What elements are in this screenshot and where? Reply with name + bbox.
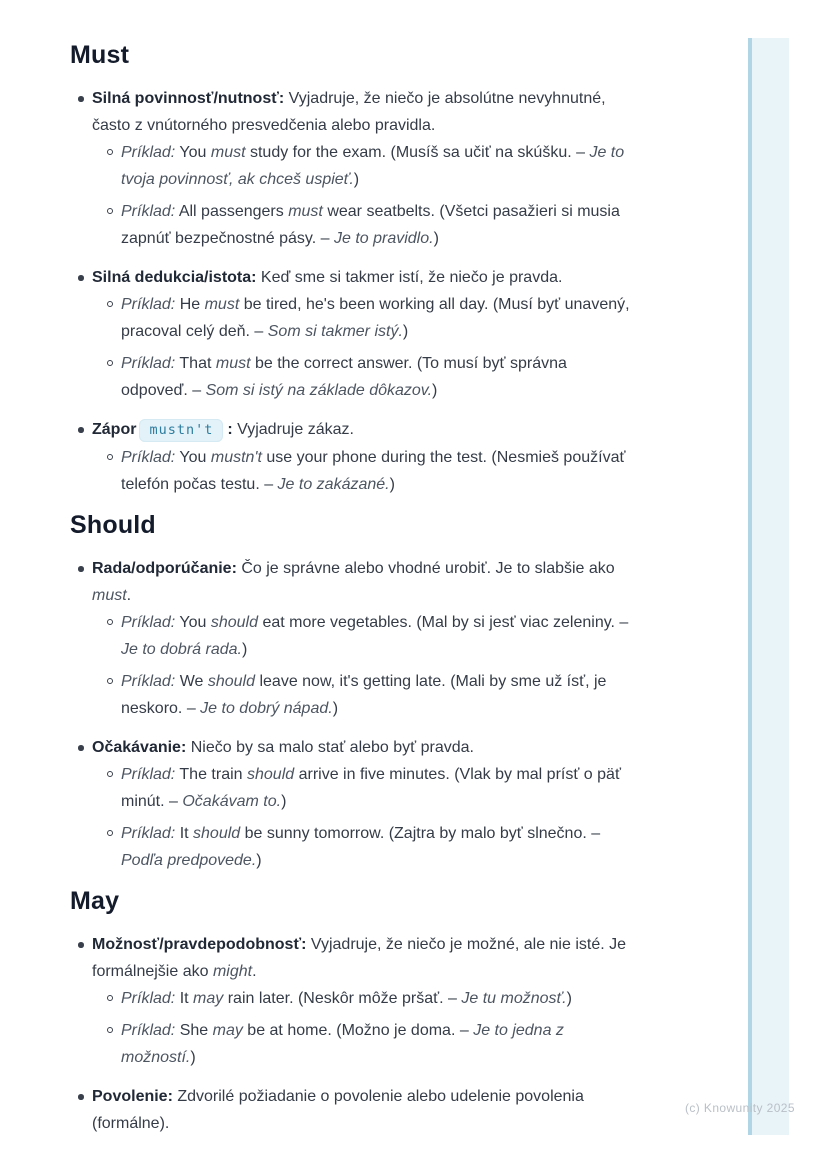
example-item: [92, 985, 632, 1012]
text-segment: Podľa predpovede.: [121, 852, 257, 869]
example-item: [92, 291, 632, 345]
text-segment: Príklad:: [121, 990, 176, 1007]
text-segment: Čo je správne alebo vhodné urobiť. Je to slabšie ako: [236, 560, 615, 577]
list-item: [70, 734, 632, 874]
text-segment: .: [126, 587, 132, 604]
text-segment: Zdvorilé požiadanie o povolenie alebo udelenie povolenia (formálne).: [92, 1088, 584, 1132]
text-segment: Príklad:: [121, 144, 176, 161]
text-segment: rain later. (Neskôr môže pršať. –: [223, 990, 462, 1007]
list-item: [70, 264, 632, 404]
text-segment: Niečo by sa malo stať alebo byť pravda.: [186, 739, 474, 756]
list-item: [70, 555, 632, 722]
text-segment: You: [175, 144, 211, 161]
text-segment: Príklad:: [121, 203, 176, 220]
list-item: [70, 931, 632, 1071]
text-segment: Je tu možnosť.: [461, 990, 567, 1007]
text-segment: Som si istý na základe dôkazov.: [205, 382, 433, 399]
bullet-list: [70, 85, 632, 498]
text-segment: must: [210, 144, 246, 161]
bullet-circle-icon: [107, 678, 113, 684]
example-item: [92, 609, 632, 663]
text-segment: ): [332, 700, 339, 717]
text-segment: Som si takmer istý.: [267, 323, 403, 340]
text-segment: should: [247, 766, 295, 783]
text-segment: be the correct answer. (To musí byť správna odpoveď. –: [121, 355, 567, 399]
text-segment: Vyjadruje, že niečo je absolútne nevyhnutné, často z vnútorného presvedčenia alebo pravidla.: [92, 90, 606, 134]
bullet-circle-icon: [107, 830, 113, 836]
example-item: [92, 350, 632, 404]
text-segment: Povolenie:: [92, 1088, 173, 1105]
example-item: [92, 761, 632, 815]
bullet-disc-icon: [78, 427, 84, 433]
text-segment: Je to jedna z možností.: [121, 1022, 564, 1066]
text-segment: ): [389, 476, 395, 493]
text-segment: ): [281, 793, 287, 810]
text-segment: Očakávam to.: [182, 793, 282, 810]
bullet-disc-icon: [78, 96, 84, 102]
text-segment: Silná dedukcia/istota:: [92, 269, 257, 286]
text-segment: Je to tvoja povinnosť, ak chceš uspieť.: [121, 144, 625, 188]
text-segment: eat more vegetables. (Mal by si jesť viac zeleniny. –: [258, 614, 629, 631]
text-segment: Príklad:: [121, 673, 176, 690]
text-segment: ): [433, 230, 439, 247]
bullet-list: [70, 555, 632, 874]
text-segment: ): [190, 1049, 196, 1066]
text-segment: Je to dobrá rada.: [121, 641, 242, 658]
text-segment: Očakávanie:: [92, 739, 187, 756]
bullet-circle-icon: [107, 1027, 113, 1033]
text-segment: Rada/odporúčanie:: [92, 560, 237, 577]
text-segment: ): [566, 990, 572, 1007]
text-segment: Zápor: [92, 421, 137, 438]
text-segment: Je to pravidlo.: [333, 230, 434, 247]
bullet-circle-icon: [107, 149, 113, 155]
text-segment: must: [204, 296, 240, 313]
text-segment: Príklad:: [121, 1022, 176, 1039]
text-segment: .: [252, 963, 257, 980]
example-list: [92, 444, 632, 498]
bullet-disc-icon: [78, 942, 84, 948]
bullet-circle-icon: [107, 208, 113, 214]
example-item: [92, 668, 632, 722]
bullet-circle-icon: [107, 301, 113, 307]
text-segment: ): [241, 641, 248, 658]
text-segment: The train: [175, 766, 247, 783]
text-segment: Príklad:: [121, 614, 176, 631]
text-segment: It: [175, 990, 194, 1007]
text-segment: ): [402, 323, 409, 340]
text-segment: be sunny tomorrow. (Zajtra by malo byť slnečno. –: [240, 825, 601, 842]
bullet-circle-icon: [107, 454, 113, 460]
text-segment: be tired, he's been working all day. (Musí byť unavený, pracoval celý deň. –: [121, 296, 630, 340]
watermark: (c) Knowunity 2025: [685, 1101, 795, 1115]
text-segment: ): [353, 171, 360, 188]
example-list: [92, 609, 632, 722]
bullet-circle-icon: [107, 771, 113, 777]
text-segment: He: [175, 296, 205, 313]
example-list: [92, 761, 632, 874]
text-segment: It: [175, 825, 194, 842]
text-segment: mustn't: [210, 449, 262, 466]
text-segment: must: [288, 203, 323, 220]
text-segment: may: [193, 990, 224, 1007]
example-item: [92, 139, 632, 193]
document-sections: [70, 40, 632, 1149]
text-segment: :: [227, 421, 233, 438]
text-segment: Možnosť/pravdepodobnosť:: [92, 936, 307, 953]
example-item: [92, 1017, 632, 1071]
text-segment: might: [212, 963, 253, 980]
text-segment: Je to zakázané.: [277, 476, 390, 493]
bullet-list: [70, 931, 632, 1137]
text-segment: use your phone during the test. (Nesmieš používať telefón počas testu. –: [121, 449, 626, 493]
list-item: [70, 85, 632, 252]
text-segment: You: [175, 449, 211, 466]
section-title: May: [70, 887, 120, 915]
text-segment: leave now, it's getting late. (Mali by sme už ísť, je neskoro. –: [121, 673, 607, 717]
example-list: [92, 985, 632, 1071]
inline-code-badge: mustn't: [139, 419, 223, 442]
bullet-disc-icon: [78, 566, 84, 572]
text-segment: arrive in five minutes. (Vlak by mal prísť o päť minút. –: [121, 766, 621, 810]
text-segment: Príklad:: [121, 296, 176, 313]
text-segment: should: [210, 614, 259, 631]
section-title: Must: [70, 41, 130, 69]
example-item: [92, 820, 632, 874]
text-segment: should: [193, 825, 241, 842]
text-segment: should: [207, 673, 256, 690]
list-item: [70, 1083, 632, 1137]
text-segment: must: [92, 587, 127, 604]
text-segment: Príklad:: [121, 766, 176, 783]
text-segment: be at home. (Možno je doma. –: [242, 1022, 474, 1039]
text-segment: She: [175, 1022, 213, 1039]
decorative-stripe: [748, 38, 789, 1135]
bullet-circle-icon: [107, 360, 113, 366]
text-segment: may: [212, 1022, 243, 1039]
text-segment: study for the exam. (Musíš sa učiť na skúšku. –: [245, 144, 590, 161]
text-segment: That: [175, 355, 216, 372]
text-segment: Keď sme si takmer istí, že niečo je pravda.: [256, 269, 563, 286]
bullet-circle-icon: [107, 619, 113, 625]
bullet-disc-icon: [78, 275, 84, 281]
text-segment: ): [432, 382, 438, 399]
text-segment: You: [175, 614, 211, 631]
section-title: Should: [70, 511, 156, 539]
text-segment: ): [256, 852, 262, 869]
example-list: [92, 139, 632, 252]
text-segment: Silná povinnosť/nutnosť:: [92, 90, 285, 107]
text-segment: wear seatbelts. (Všetci pasažieri si musia zapnúť bezpečnostné pásy. –: [121, 203, 620, 247]
example-item: [92, 198, 632, 252]
text-segment: Príklad:: [121, 355, 176, 372]
text-segment: We: [175, 673, 208, 690]
example-item: [92, 444, 632, 498]
text-segment: All passengers: [175, 203, 289, 220]
bullet-disc-icon: [78, 1094, 84, 1100]
text-segment: Príklad:: [121, 449, 176, 466]
text-segment: must: [215, 355, 251, 372]
bullet-circle-icon: [107, 995, 113, 1001]
text-segment: Vyjadruje, že niečo je možné, ale nie isté. Je formálnejšie ako: [92, 936, 627, 980]
bullet-disc-icon: [78, 745, 84, 751]
text-segment: Vyjadruje zákaz.: [232, 421, 354, 438]
text-segment: Príklad:: [121, 825, 176, 842]
example-list: [92, 291, 632, 404]
list-item: [70, 416, 632, 498]
text-segment: Je to dobrý nápad.: [200, 700, 333, 717]
